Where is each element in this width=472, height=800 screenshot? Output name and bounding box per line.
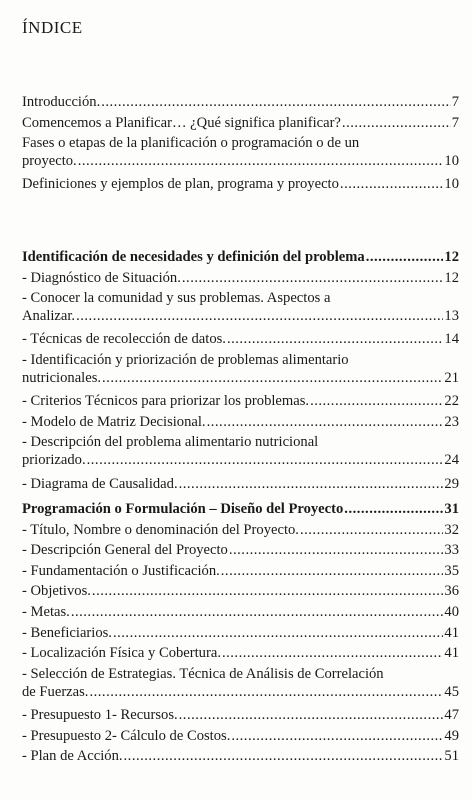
dot-leader xyxy=(101,93,450,111)
toc-entry-text: - Selección de Estrategias. Técnica de Análisis de Correlación xyxy=(22,665,384,682)
dot-leader xyxy=(182,269,444,287)
toc-page-number: 33 xyxy=(444,542,459,559)
toc-entry[interactable] xyxy=(22,727,459,745)
toc-entry[interactable] xyxy=(22,475,459,493)
toc-entry[interactable] xyxy=(22,93,459,111)
toc-entry-text: proyecto. xyxy=(22,153,77,170)
toc-entry-row xyxy=(22,582,459,600)
toc-entry-text: Comencemos a Planificar… ¿Qué significa planificar? xyxy=(22,114,341,131)
toc-entry[interactable] xyxy=(22,624,459,642)
toc-entry-row xyxy=(22,644,459,662)
dot-leader xyxy=(342,114,451,132)
dot-leader xyxy=(300,521,443,539)
toc-page-number: 29 xyxy=(444,475,459,492)
dot-leader xyxy=(87,451,444,469)
toc-entry[interactable] xyxy=(22,747,459,765)
toc-entry-row xyxy=(22,683,459,701)
toc-entry-text: - Título, Nombre o denominación del Proyecto. xyxy=(22,521,299,538)
dot-leader xyxy=(179,706,444,724)
dot-leader xyxy=(76,307,443,325)
toc-entry[interactable] xyxy=(22,330,459,348)
toc-entry-text: Programación o Formulación – Diseño del Proyecto xyxy=(22,501,344,517)
toc-page-number: 40 xyxy=(444,604,459,620)
toc-page-number: 41 xyxy=(444,624,459,641)
toc-entry-row xyxy=(22,392,459,410)
toc-entry[interactable] xyxy=(22,500,459,518)
toc-entry[interactable] xyxy=(22,392,459,410)
toc-entry-text: - Identificación y priorización de problemas alimentario xyxy=(22,352,349,368)
toc-entry[interactable] xyxy=(22,248,459,266)
toc-page-number: 14 xyxy=(444,331,459,348)
toc-page-number: 7 xyxy=(451,94,459,110)
toc-page-number: 22 xyxy=(444,393,459,410)
toc-entry[interactable] xyxy=(22,521,459,539)
toc-entry[interactable] xyxy=(22,706,459,724)
toc-entry-text: - Conocer la comunidad y sus problemas. Aspectos a xyxy=(22,290,331,307)
toc-entry-row xyxy=(22,114,459,132)
toc-entry-text: - Descripción del problema alimentario nutricional xyxy=(22,434,319,451)
toc-page-number: 23 xyxy=(444,413,459,430)
toc-entry-row xyxy=(22,706,459,724)
toc-entry-text: - Localización Física y Cobertura. xyxy=(22,645,221,662)
toc-entry[interactable] xyxy=(22,351,459,387)
toc-page-number: 51 xyxy=(444,748,459,765)
toc-page-number: 36 xyxy=(444,583,459,600)
toc-page-number: 47 xyxy=(444,707,459,723)
toc-entry[interactable] xyxy=(22,644,459,662)
toc-entry[interactable] xyxy=(22,289,459,325)
dot-leader xyxy=(92,582,443,600)
toc-page-number: 10 xyxy=(444,176,459,193)
toc-entry-text: de Fuerzas. xyxy=(22,683,89,700)
toc-entry-row xyxy=(22,248,459,266)
dot-leader xyxy=(89,683,443,701)
toc-entry[interactable] xyxy=(22,175,459,193)
toc-page-number: 24 xyxy=(444,452,459,469)
toc-page-number: 7 xyxy=(451,114,459,131)
toc-entry[interactable] xyxy=(22,582,459,600)
toc-entry-row xyxy=(22,413,459,431)
toc-page-number: 35 xyxy=(444,562,459,579)
dot-leader xyxy=(102,369,443,387)
toc-page-number: 31 xyxy=(444,501,459,517)
toc-page-number: 45 xyxy=(444,683,459,700)
dot-leader xyxy=(179,475,444,493)
toc-entry-text: Analizar. xyxy=(22,308,76,325)
toc-page-number: 12 xyxy=(444,269,459,286)
dot-leader xyxy=(229,541,444,559)
toc-page-number: 21 xyxy=(444,370,459,386)
toc-page-number: 12 xyxy=(444,249,459,265)
dot-leader xyxy=(78,152,444,170)
toc-page-number: 32 xyxy=(444,521,459,538)
toc-entry-text: - Presupuesto 2- Cálculo de Costos. xyxy=(22,727,231,744)
toc-entry-text: - Descripción General del Proyecto xyxy=(22,542,228,559)
toc-page-number: 41 xyxy=(444,645,459,662)
toc-entry-row xyxy=(22,541,459,559)
toc-entry-row xyxy=(22,624,459,642)
toc-entry-row xyxy=(22,451,459,469)
toc-entry-text: priorizado. xyxy=(22,452,86,469)
toc-entry-text: Fases o etapas de la planificación o programación o de un xyxy=(22,135,360,152)
toc-entry-text: - Modelo de Matriz Decisional. xyxy=(22,413,206,430)
toc-entry-text: nutricionales. xyxy=(22,370,102,386)
toc-entry-row xyxy=(22,175,459,193)
toc-entry-row xyxy=(22,747,459,765)
toc-entry-row xyxy=(22,500,459,518)
dot-leader xyxy=(227,330,443,348)
toc-entry-text: Identificación de necesidades y definición del problema xyxy=(22,249,365,265)
toc-entry[interactable] xyxy=(22,665,459,701)
toc-entry[interactable] xyxy=(22,134,459,170)
toc-entry[interactable] xyxy=(22,413,459,431)
dot-leader xyxy=(113,624,443,642)
toc-entry-text: - Diagnóstico de Situación. xyxy=(22,269,181,286)
dot-leader xyxy=(366,248,444,266)
toc-entry[interactable] xyxy=(22,541,459,559)
toc-page-number: 10 xyxy=(444,153,459,170)
toc-entry-text: - Metas. xyxy=(22,604,70,620)
toc-entry-row xyxy=(22,269,459,287)
toc-entry-text: - Presupuesto 1- Recursos. xyxy=(22,707,178,723)
dot-leader xyxy=(71,603,444,621)
toc-entry[interactable] xyxy=(22,269,459,287)
toc-page-number: 13 xyxy=(444,308,459,325)
toc-entry-row xyxy=(22,330,459,348)
toc-entry[interactable] xyxy=(22,114,459,132)
toc-entry[interactable] xyxy=(22,603,459,621)
toc-entry-row xyxy=(22,603,459,621)
dot-leader xyxy=(340,175,443,193)
toc-page-number: 49 xyxy=(444,727,459,744)
toc-entry-text: Definiciones y ejemplos de plan, programa y proyecto xyxy=(22,176,339,193)
toc-entry-text: Introducción. xyxy=(22,94,101,110)
toc-entry-text: - Técnicas de recolección de datos. xyxy=(22,331,226,348)
toc-entry-row xyxy=(22,475,459,493)
toc-entry-row xyxy=(22,369,459,387)
toc-entry-row xyxy=(22,562,459,580)
index-heading: ÍNDICE xyxy=(22,18,83,37)
toc-entry[interactable] xyxy=(22,562,459,580)
dot-leader xyxy=(124,747,444,765)
dot-leader xyxy=(221,562,444,580)
toc-entry-row xyxy=(22,93,459,111)
toc-entry-row xyxy=(22,727,459,745)
toc-entry-row xyxy=(22,307,459,325)
toc-entry-text: - Fundamentación o Justificación. xyxy=(22,562,220,579)
toc-entry[interactable] xyxy=(22,433,459,469)
toc-entry-text: - Beneficiarios. xyxy=(22,624,112,641)
dot-leader xyxy=(310,392,443,410)
dot-leader xyxy=(207,413,444,431)
toc-entry-text: - Plan de Acción. xyxy=(22,748,123,765)
dot-leader xyxy=(222,644,443,662)
toc-entry-text: - Objetivos. xyxy=(22,583,91,600)
dot-leader xyxy=(344,500,443,518)
dot-leader xyxy=(231,727,443,745)
toc-entry-row xyxy=(22,152,459,170)
toc-entry-text: - Diagrama de Causalidad. xyxy=(22,475,178,492)
toc-entry-text: - Criterios Técnicos para priorizar los problemas. xyxy=(22,393,310,410)
toc-entry-row xyxy=(22,521,459,539)
